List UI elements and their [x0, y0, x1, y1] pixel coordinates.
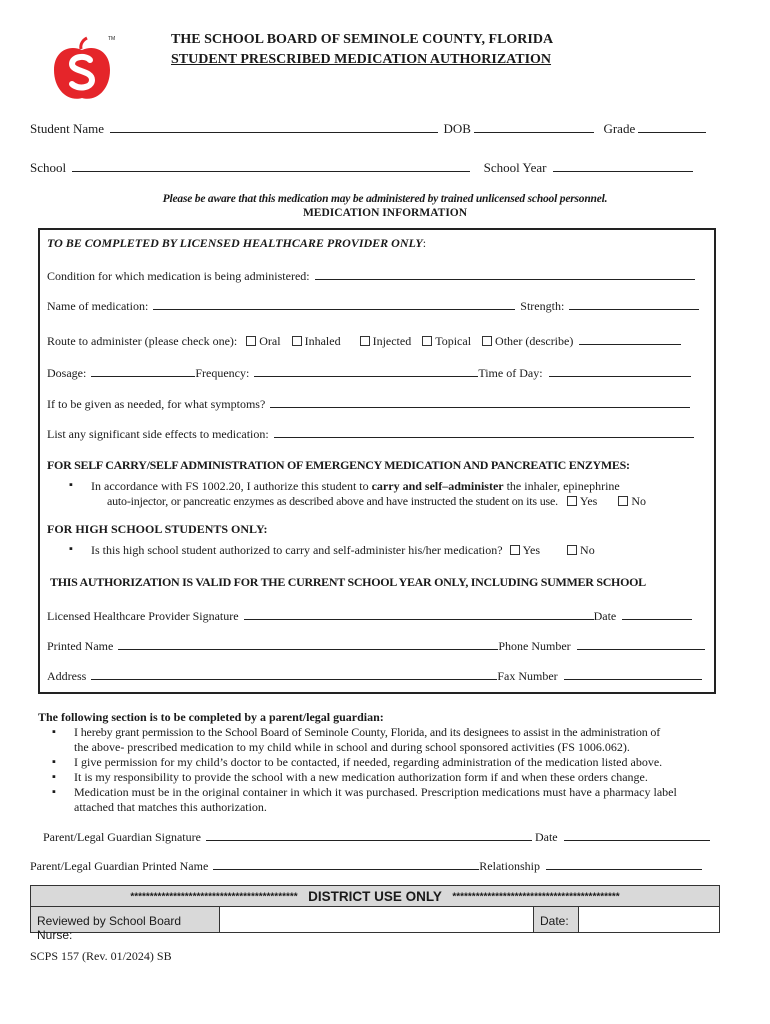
high-school-yes[interactable]: Yes	[510, 543, 540, 557]
dob-field[interactable]	[474, 120, 594, 133]
guardian-date-label: Date	[534, 830, 558, 844]
guardian-printed-name-field[interactable]	[213, 857, 479, 870]
relationship-field[interactable]	[546, 857, 702, 870]
address-row	[47, 667, 702, 684]
guardian-printed-name-row	[30, 857, 702, 874]
self-carry-no-checkbox[interactable]	[618, 496, 628, 506]
guardian-statement-1: I hereby grant permission to the School Board of Seminole County, Florida, and its designees to assist in the administration of	[74, 725, 661, 739]
inhaled-checkbox[interactable]	[292, 336, 302, 346]
guardian-heading: The following section is to be completed by a parent/legal guardian:	[38, 710, 384, 724]
side-effects-field[interactable]	[274, 425, 694, 438]
dosage-label: Dosage:	[47, 366, 87, 380]
route-option-topical[interactable]: Topical	[422, 334, 471, 348]
guardian-statements	[74, 725, 724, 815]
provider-date-label: Date	[593, 609, 617, 623]
printed-name-row	[47, 637, 705, 654]
strength-field[interactable]	[569, 297, 699, 310]
district-logo	[50, 36, 114, 104]
school-row	[30, 159, 693, 176]
medication-info-title: MEDICATION INFORMATION	[302, 207, 468, 219]
guardian-printed-name-label: Parent/Legal Guardian Printed Name	[30, 859, 209, 873]
grade-label: Grade	[603, 121, 636, 136]
self-carry-no[interactable]: No	[618, 494, 646, 508]
dosage-field[interactable]	[91, 364, 195, 377]
reviewed-by-field[interactable]	[221, 907, 533, 932]
stars-right: *******************************************	[452, 891, 620, 903]
medication-name-row	[47, 297, 699, 314]
self-carry-statement: In accordance with FS 1002.20, I authorize this student to carry and self–administer the inhaler, epinephrine	[91, 479, 620, 493]
provider-date-field[interactable]	[622, 607, 692, 620]
fax-label: Fax Number	[497, 669, 558, 683]
form-id: SCPS 157 (Rev. 01/2024) SB	[30, 949, 172, 963]
strength-label: Strength:	[520, 299, 565, 313]
school-year-label: School Year	[483, 160, 547, 175]
time-of-day-field[interactable]	[549, 364, 691, 377]
provider-heading: TO BE COMPLETED BY LICENSED HEALTHCARE PROVIDER ONLY:	[47, 236, 427, 250]
printed-name-label: Printed Name	[47, 639, 114, 653]
as-needed-field[interactable]	[270, 395, 690, 408]
medication-name-label: Name of medication:	[47, 299, 149, 313]
validity-notice: THIS AUTHORIZATION IS VALID FOR THE CURRENT SCHOOL YEAR ONLY, INCLUDING SUMMER SCHOOL	[50, 575, 646, 589]
route-option-inhaled[interactable]: Inhaled	[292, 334, 341, 348]
page-title: THE SCHOOL BOARD OF SEMINOLE COUNTY, FLORIDA	[171, 32, 554, 47]
side-effects-label: List any significant side effects to medication:	[47, 427, 269, 441]
unlicensed-personnel-notice: Please be aware that this medication may be administered by trained unlicensed school personnel.	[162, 193, 608, 205]
district-date-field[interactable]	[580, 907, 719, 932]
time-of-day-label: Time of Day:	[478, 366, 543, 380]
as-needed-label: If to be given as needed, for what symptoms?	[47, 397, 266, 411]
route-option-other[interactable]: Other (describe)	[482, 334, 573, 348]
frequency-label: Frequency:	[195, 366, 250, 380]
condition-field[interactable]	[315, 267, 695, 280]
route-label: Route to administer (please check one):	[47, 334, 238, 348]
high-school-no-checkbox[interactable]	[567, 545, 577, 555]
relationship-label: Relationship	[479, 859, 540, 873]
school-year-field[interactable]	[553, 159, 693, 172]
grade-field[interactable]	[638, 120, 706, 133]
high-school-yes-checkbox[interactable]	[510, 545, 520, 555]
address-field[interactable]	[91, 667, 497, 680]
district-use-title: DISTRICT USE ONLY	[308, 889, 442, 905]
guardian-statement-2: I give permission for my child’s doctor to be contacted, if needed, regarding administration of the medication listed above.	[74, 755, 663, 769]
school-field[interactable]	[72, 159, 470, 172]
high-school-no[interactable]: No	[567, 543, 595, 557]
condition-row	[47, 267, 695, 284]
logo-tm: TM	[108, 36, 116, 42]
district-date-label-cell: Date:	[533, 907, 579, 932]
guardian-statement-3: It is my responsibility to provide the school with a new medication authorization form if and when these orders change.	[74, 770, 648, 784]
district-header-row	[31, 886, 719, 907]
medication-name-field[interactable]	[153, 297, 515, 310]
guardian-statement-4: Medication must be in the original container in which it was purchased. Prescription medications must have a pharmacy label	[74, 785, 677, 799]
apple-s-logo-icon	[50, 36, 114, 104]
guardian-signature-row	[43, 828, 710, 845]
guardian-signature-label: Parent/Legal Guardian Signature	[43, 830, 201, 844]
route-option-oral[interactable]: Oral	[246, 334, 280, 348]
school-label: School	[30, 160, 67, 175]
other-route-field[interactable]	[579, 332, 681, 345]
as-needed-row	[47, 395, 690, 412]
guardian-signature-field[interactable]	[206, 828, 532, 841]
route-row	[47, 332, 681, 349]
phone-field[interactable]	[577, 637, 705, 650]
dob-label: DOB	[443, 121, 471, 136]
fax-field[interactable]	[564, 667, 702, 680]
injected-checkbox[interactable]	[360, 336, 370, 346]
condition-label: Condition for which medication is being administered:	[47, 269, 310, 283]
oral-checkbox[interactable]	[246, 336, 256, 346]
route-option-injected[interactable]: Injected	[360, 334, 412, 348]
student-name-label: Student Name	[30, 121, 105, 136]
printed-name-field[interactable]	[118, 637, 498, 650]
phone-label: Phone Number	[498, 639, 571, 653]
high-school-question: Is this high school student authorized to carry and self-administer his/her medication?	[91, 543, 503, 557]
provider-signature-field[interactable]	[244, 607, 594, 620]
guardian-statement-4-cont: attached that matches this authorization.	[74, 800, 267, 814]
self-carry-yes[interactable]: Yes	[567, 494, 597, 508]
frequency-field[interactable]	[254, 364, 478, 377]
district-use-table	[30, 885, 720, 942]
student-name-field[interactable]	[110, 120, 438, 133]
high-school-question-row	[91, 543, 595, 558]
stars-left: *******************************************	[130, 891, 298, 903]
guardian-date-field[interactable]	[564, 828, 710, 841]
self-carry-heading: FOR SELF CARRY/SELF ADMINISTRATION OF EMERGENCY MEDICATION AND PANCREATIC ENZYMES:	[47, 458, 630, 472]
self-carry-statement-cont: auto-injector, or pancreatic enzymes as described above and have instructed the student on its use. Yes No	[107, 494, 647, 508]
student-name-row	[30, 120, 706, 137]
page-subtitle: STUDENT PRESCRIBED MEDICATION AUTHORIZATION	[171, 52, 552, 67]
guardian-statement-1-cont: the above- prescribed medication to my child while in school and during school sponsored activities (FS 1006.062).	[74, 740, 630, 754]
provider-signature-label: Licensed Healthcare Provider Signature	[47, 609, 239, 623]
provider-signature-row	[47, 607, 692, 624]
topical-checkbox[interactable]	[422, 336, 432, 346]
side-effects-row	[47, 425, 694, 442]
other-checkbox[interactable]	[482, 336, 492, 346]
high-school-heading: FOR HIGH SCHOOL STUDENTS ONLY:	[47, 522, 268, 536]
dosage-row	[47, 364, 691, 381]
address-label: Address	[47, 669, 87, 683]
self-carry-yes-checkbox[interactable]	[567, 496, 577, 506]
reviewed-by-label-cell: Reviewed by School Board Nurse:	[31, 907, 220, 932]
